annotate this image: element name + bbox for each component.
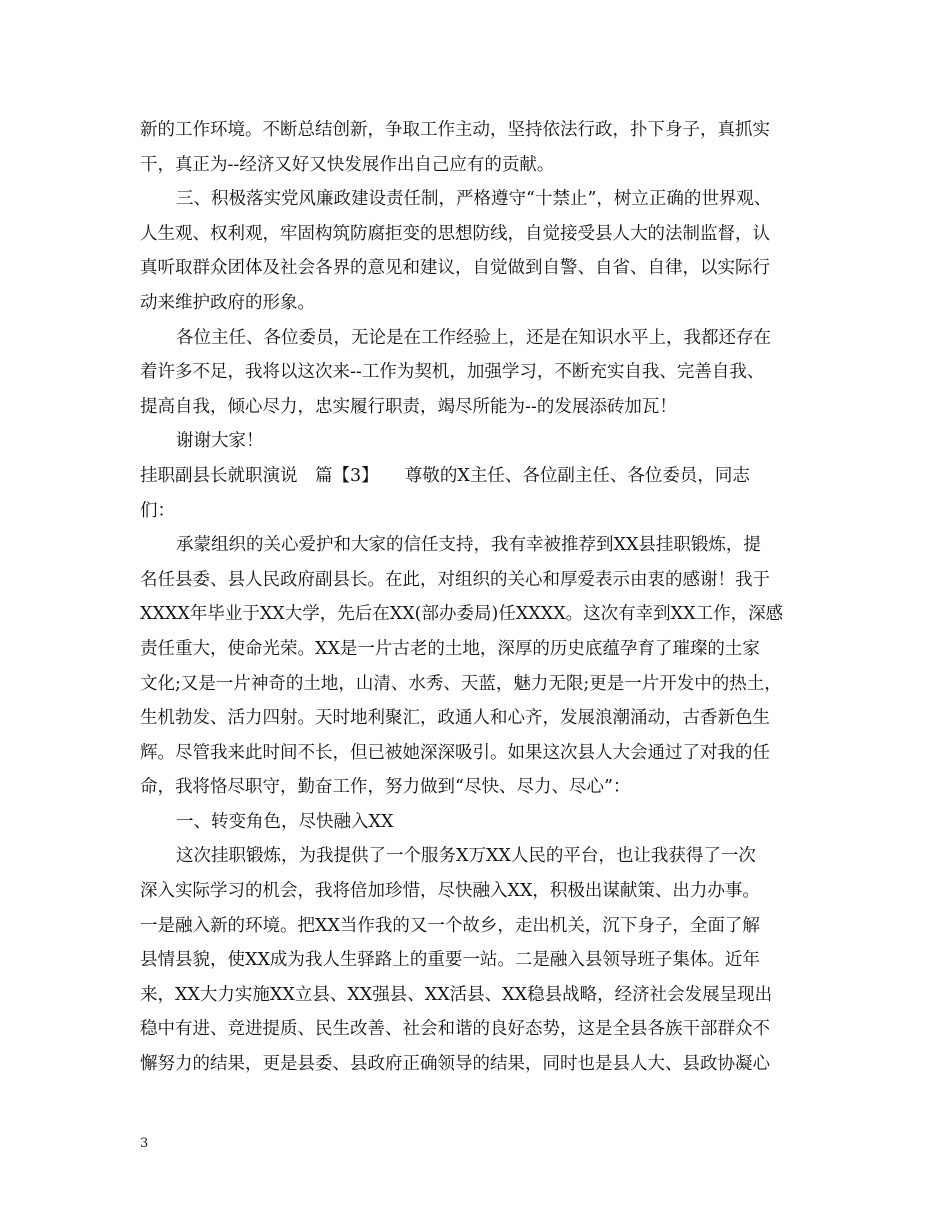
text-line: 们： [140,500,175,521]
text-line: 真听取群众团体及社会各界的意见和建议，自觉做到自警、自省、自律，以实际行 [140,258,770,279]
text-line: 各位主任、各位委员，无论是在工作经验上，还是在知识水平上，我都还存在 [176,327,771,348]
text-line: 县情县貌，使XX成为我人生驿路上的重要一站。二是融入县领导班子集体。近年 [140,950,760,971]
text-line: 一、转变角色，尽快融入XX [176,811,394,832]
text-line: 这次挂职锻炼，为我提供了一个服务X万XX人民的平台，也让我获得了一次 [176,846,756,867]
page-number: 3 [140,1136,149,1151]
text-line: 着许多不足，我将以这次来--工作为契机，加强学习，不断充实自我、完善自我、 [140,362,765,383]
text-line: 干，真正为--经济又好又快发展作出自己应有的贡献。 [140,154,555,175]
text-line: 承蒙组织的关心爱护和大家的信任支持，我有幸被推荐到XX县挂职锻炼，提 [176,535,761,556]
text-line: 人生观、权利观，牢固构筑防腐拒变的思想防线，自觉接受县人大的法制监督，认 [140,223,770,244]
text-line: 来，XX大力实施XX立县、XX强县、XX活县、XX稳县战略，经济社会发展呈现出 [140,984,773,1005]
text-line: 谢谢大家！ [176,431,264,452]
text-line: 辉。尽管我来此时间不长，但已被她深深吸引。如果这次县人大会通过了对我的任 [140,742,770,763]
text-line: 新的工作环境。不断总结创新，争取工作主动，坚持依法行政，扑下身子，真抓实 [140,120,770,140]
document-body [140,113,816,1082]
text-line: 懈努力的结果，更是县委、县政府正确领导的结果，同时也是县人大、县政协凝心 [140,1054,770,1075]
text-line: 深入实际学习的机会，我将倍加珍惜，尽快融入XX，积极出谋献策、出力办事。 [140,881,760,902]
text-line: 责任重大，使命光荣。XX是一片古老的土地，深厚的历史底蕴孕育了璀璨的土家 [140,638,760,659]
text-line: 生机勃发、活力四射。天时地利聚汇，政通人和心齐，发展浪潮涌动，古香新色生 [140,708,770,729]
text-line: 名任县委、县人民政府副县长。在此，对组织的关心和厚爱表示由衷的感谢！我于 [140,569,770,590]
text-line: 命，我将恪尽职守，勤奋工作，努力做到“尽快、尽力、尽心”： [140,777,631,798]
text-line: 三、积极落实党风廉政建设责任制，严格遵守“十禁止”，树立正确的世界观、 [176,189,772,210]
text-line: 动来维护政府的形象。 [140,292,315,313]
text-line: XXXX年毕业于XX大学，先后在XX(部办委局)任XXXX。这次有幸到XX工作，深感 [140,604,784,625]
text-line: 挂职副县长就职演说 篇【3】 尊敬的X主任、各位副主任、各位委员，同志 [140,465,750,486]
text-line: 一是融入新的环境。把XX当作我的又一个故乡，走出机关，沉下身子，全面了解 [140,915,760,936]
text-line: 文化;又是一片神奇的土地，山清、水秀、天蓝，魅力无限;更是一片开发中的热土， [140,673,782,694]
text-line: 提高自我，倾心尽力，忠实履行职责，竭尽所能为--的发展添砖加瓦！ [140,396,677,417]
text-line: 稳中有进、竞进提质、民生改善、社会和谐的良好态势，这是全县各族干部群众不 [140,1019,770,1040]
